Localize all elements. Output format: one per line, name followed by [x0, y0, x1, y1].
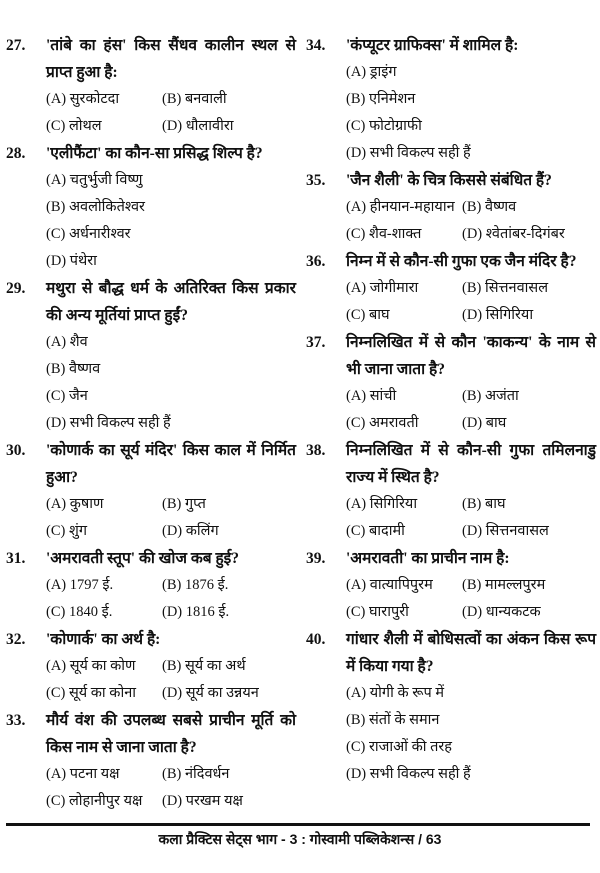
option-a: (A) सांची	[346, 388, 397, 404]
option-b: (B) सूर्य का अर्थ	[162, 658, 246, 674]
option-c: (C) राजाओं की तरह	[346, 739, 453, 755]
option-d: (D) सभी विकल्प सही हैं	[346, 766, 471, 782]
option-b: (B) वैष्णव	[46, 361, 101, 377]
question-text: गांधार शैली में बोधिसत्वों का अंकन किस रूप में किया गया है?	[346, 631, 596, 675]
options	[306, 491, 596, 545]
question-35	[306, 167, 596, 248]
option-c: (C) लोथल	[46, 118, 102, 134]
question-number: 31.	[6, 550, 26, 567]
question-number: 32.	[6, 631, 26, 648]
option-b: (B) बनवाली	[162, 91, 227, 107]
option-c: (C) अमरावती	[346, 415, 419, 431]
question-number: 30.	[6, 442, 26, 459]
option-d: (D) परखम यक्ष	[162, 793, 243, 809]
option-a: (A) सुरकोटदा	[46, 91, 120, 107]
option-b: (B) बाघ	[462, 496, 506, 512]
question-30	[6, 437, 296, 545]
page-footer: कला प्रैक्टिस सेट्स भाग - 3 : गोस्वामी पब्लिकेशन्स / 63	[158, 831, 442, 847]
question-number: 36.	[306, 253, 326, 270]
option-c: (C) शैव-शाक्त	[346, 226, 422, 242]
option-d: (D) सूर्य का उन्नयन	[162, 685, 259, 701]
option-c: (C) अर्धनारीश्वर	[46, 226, 131, 242]
option-d: (D) धौलावीरा	[162, 118, 234, 134]
question-29	[6, 275, 296, 437]
option-a: (A) जोगीमारा	[346, 280, 419, 296]
question-text: 'कोणार्क' का अर्थ है:	[46, 631, 161, 648]
option-d: (D) कलिंग	[162, 523, 219, 539]
option-a: (A) सिगिरिया	[346, 496, 418, 512]
right-column	[306, 32, 596, 788]
options	[6, 86, 296, 140]
question-28	[6, 140, 296, 275]
question-40	[306, 626, 596, 788]
question-number: 38.	[306, 442, 326, 459]
question-text: मथुरा से बौद्ध धर्म के अतिरिक्त किस प्रकार की अन्य मूर्तियां प्राप्त हुईं?	[46, 280, 296, 324]
option-a: (A) योगी के रूप में	[346, 685, 445, 701]
option-d: (D) सभी विकल्प सही हैं	[346, 145, 471, 161]
option-a: (A) सूर्य का कोण	[46, 658, 136, 674]
option-d: (D) सभी विकल्प सही हैं	[46, 415, 171, 431]
option-d: (D) श्वेतांबर-दिगंबर	[462, 226, 565, 242]
option-d: (D) पंथेरा	[46, 253, 97, 269]
question-text: मौर्य वंश की उपलब्ध सबसे प्राचीन मूर्ति को किस नाम से जाना जाता है?	[46, 712, 296, 756]
option-a: (A) चतुर्भुजी विष्णु	[46, 172, 143, 188]
question-number: 37.	[306, 334, 326, 351]
question-32	[6, 626, 296, 707]
option-b: (B) वैष्णव	[462, 199, 517, 215]
options	[6, 653, 296, 707]
question-34	[306, 32, 596, 167]
question-number: 39.	[306, 550, 326, 567]
question-37	[306, 329, 596, 437]
question-text: निम्नलिखित में से कौन 'काकन्य' के नाम से भी जाना जाता है?	[346, 334, 596, 378]
question-text: 'जैन शैली' के चित्र किससे संबंधित हैं?	[346, 172, 552, 189]
option-a: (A) पटना यक्ष	[46, 766, 120, 782]
options	[6, 329, 296, 437]
question-number: 29.	[6, 280, 26, 297]
option-c: (C) 1840 ई.	[46, 604, 113, 620]
option-c: (C) बाघ	[346, 307, 390, 323]
question-text: निम्न में से कौन-सी गुफा एक जैन मंदिर है?	[346, 253, 577, 270]
question-text: 'कोणार्क का सूर्य मंदिर' किस काल में निर्मित हुआ?	[46, 442, 296, 486]
option-b: (B) अजंता	[462, 388, 519, 404]
question-39	[306, 545, 596, 626]
option-c: (C) लोहानीपुर यक्ष	[46, 793, 143, 809]
question-text: 'अमरावती स्तूप' की खोज कब हुई?	[46, 550, 240, 567]
options	[306, 275, 596, 329]
question-38	[306, 437, 596, 545]
option-b: (B) मामल्लपुरम	[462, 577, 546, 593]
option-a: (A) हीनयान-महायान	[346, 199, 455, 215]
question-text: 'अमरावती' का प्राचीन नाम है:	[346, 550, 510, 567]
question-text: निम्नलिखित में से कौन-सी गुफा तमिलनाडु राज्य में स्थित है?	[346, 442, 596, 486]
option-d: (D) 1816 ई.	[162, 604, 230, 620]
option-a: (A) 1797 ई.	[46, 577, 114, 593]
question-36	[306, 248, 596, 329]
option-d: (D) सिगिरिया	[462, 307, 534, 323]
option-c: (C) फोटोग्राफी	[346, 118, 422, 134]
option-c: (C) घारापुरी	[346, 604, 409, 620]
footer-divider	[6, 823, 590, 826]
options	[306, 383, 596, 437]
options	[6, 572, 296, 626]
option-a: (A) ड्राइंग	[346, 64, 397, 80]
question-number: 28.	[6, 145, 26, 162]
option-b: (B) एनिमेशन	[346, 91, 416, 107]
options	[6, 167, 296, 275]
option-b: (B) नंदिवर्धन	[162, 766, 230, 782]
option-d: (D) धान्यकटक	[462, 604, 541, 620]
question-31	[6, 545, 296, 626]
question-text: 'एलीफैंटा' का कौन-सा प्रसिद्ध शिल्प है?	[46, 145, 263, 162]
options	[6, 491, 296, 545]
question-number: 34.	[306, 37, 326, 54]
option-c: (C) शुंग	[46, 523, 87, 539]
option-a: (A) कुषाण	[46, 496, 104, 512]
option-a: (A) वात्यापिपुरम	[346, 577, 433, 593]
left-column	[6, 32, 296, 815]
option-d: (D) बाघ	[462, 415, 507, 431]
question-number: 40.	[306, 631, 326, 648]
question-27	[6, 32, 296, 140]
option-b: (B) गुप्त	[162, 496, 206, 512]
question-33	[6, 707, 296, 815]
question-number: 35.	[306, 172, 326, 189]
option-c: (C) बादामी	[346, 523, 405, 539]
options	[306, 572, 596, 626]
options	[306, 680, 596, 788]
option-c: (C) सूर्य का कोना	[46, 685, 137, 701]
question-text: 'कंप्यूटर ग्राफिक्स' में शामिल है:	[346, 37, 519, 54]
options	[306, 59, 596, 167]
question-number: 33.	[6, 712, 26, 729]
options	[306, 194, 596, 248]
option-b: (B) 1876 ई.	[162, 577, 229, 593]
option-b: (B) सित्तनवासल	[462, 280, 549, 296]
question-text: 'तांबे का हंस' किस सैंधव कालीन स्थल से प्राप्त हुआ है:	[46, 37, 296, 81]
option-b: (B) संतों के समान	[346, 712, 440, 728]
question-number: 27.	[6, 37, 26, 54]
options	[6, 761, 296, 815]
option-d: (D) सित्तनवासल	[462, 523, 549, 539]
option-a: (A) शैव	[46, 334, 88, 350]
option-b: (B) अवलोकितेश्वर	[46, 199, 145, 215]
option-c: (C) जैन	[46, 388, 88, 404]
